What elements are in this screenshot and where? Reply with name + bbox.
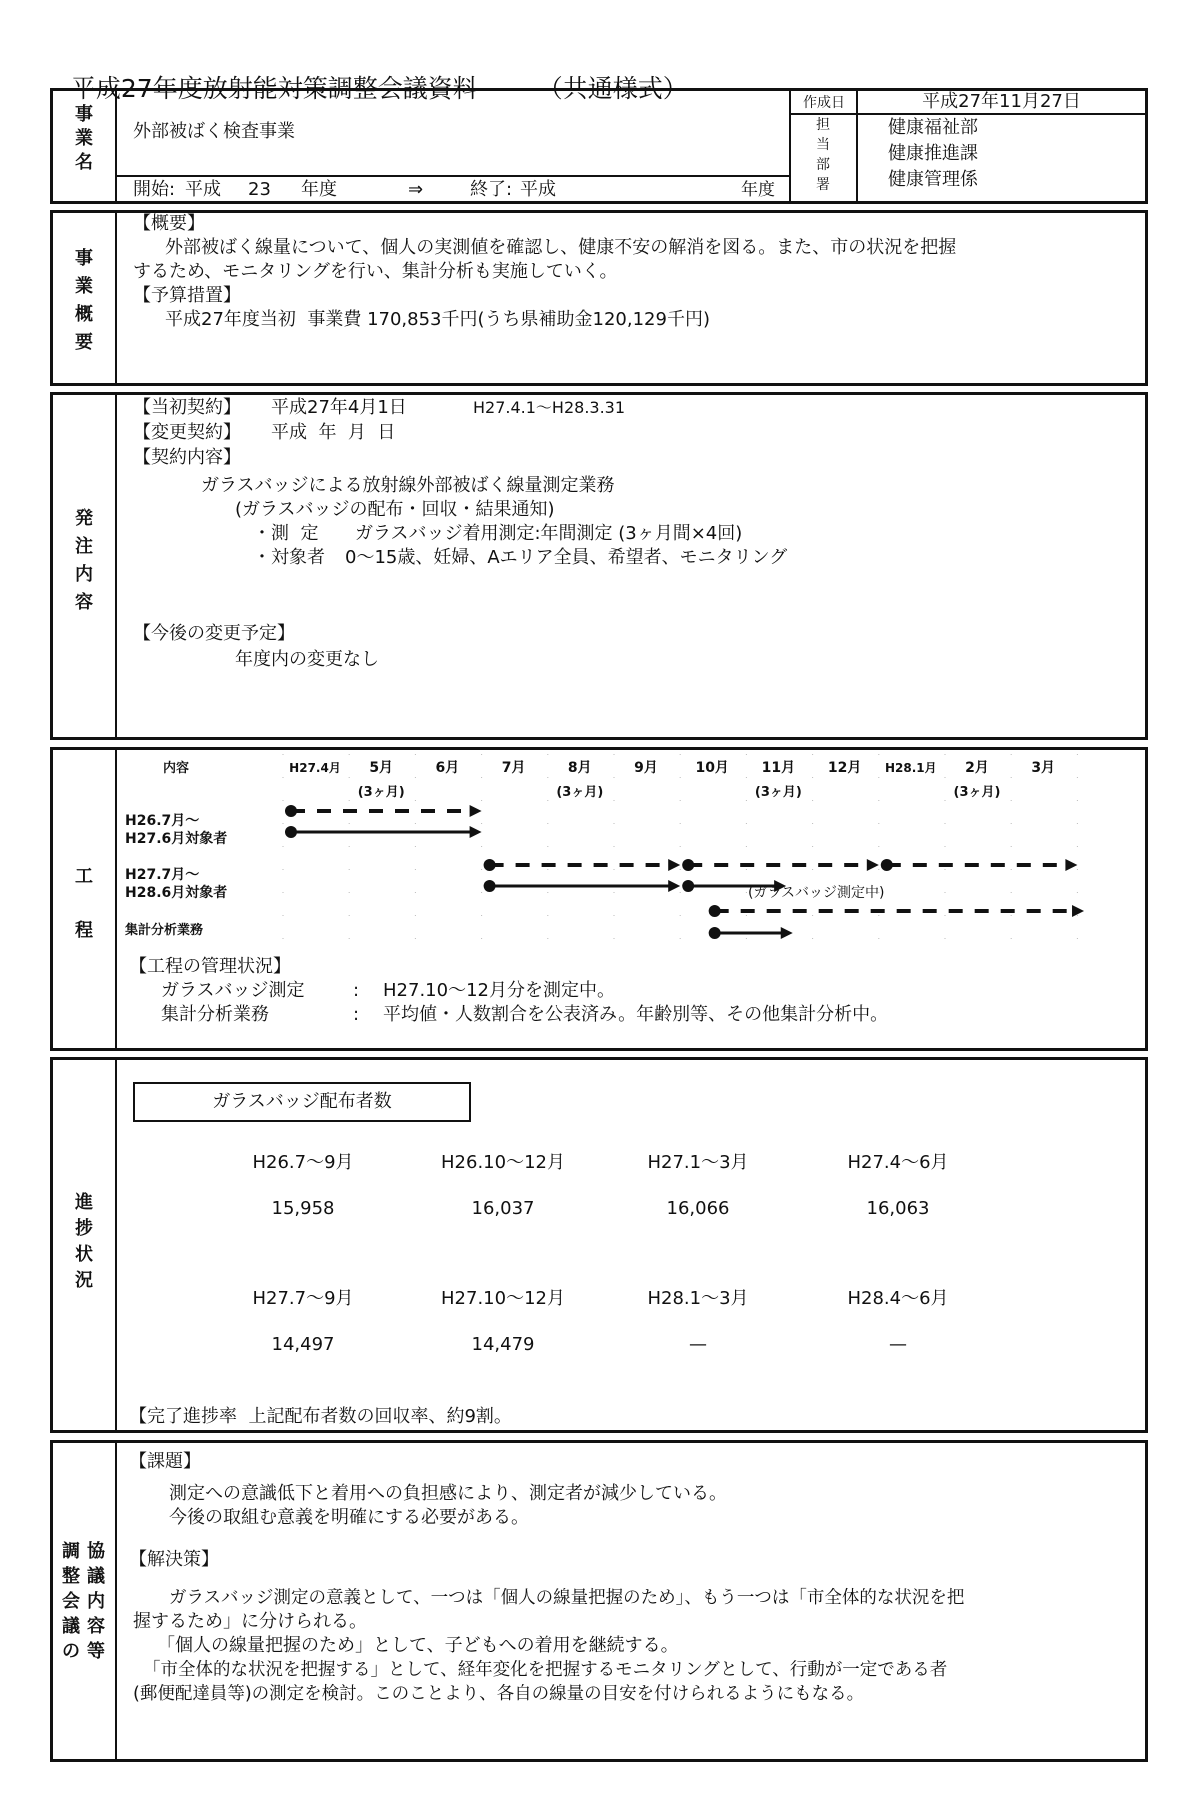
initial-contract-date: 平成27年4月1日	[271, 397, 407, 418]
section-label-cell	[53, 1443, 117, 1759]
status-heading: 【工程の管理状況】	[129, 956, 291, 977]
section-schedule	[50, 747, 1148, 1051]
month-label: 2月	[965, 760, 989, 776]
status-item-sep: :	[353, 1004, 360, 1025]
content-measure-text: ガラスバッジ着用測定:年間測定 (3ヶ月間×4回)	[355, 523, 743, 544]
future-heading: 【今後の変更予定】	[133, 623, 295, 644]
section-project-name	[50, 88, 1148, 204]
change-contract-date: 平成 年 月 日	[271, 422, 396, 443]
section-label-left-column: 調 整 会 議 の	[62, 1541, 80, 1662]
row-label: H26.7月～	[125, 813, 200, 829]
status-item-text: H27.10～12月分を測定中。	[383, 980, 615, 1001]
section-discussion	[50, 1440, 1148, 1762]
period-label: H28.4～6月	[847, 1288, 949, 1309]
actual-progress-bar	[709, 927, 793, 939]
start-era: 平成	[185, 179, 221, 200]
solution-heading: 【解決策】	[129, 1549, 219, 1570]
created-date-label: 作成日	[803, 95, 845, 111]
solution-line: ガラスバッジ測定の意義として、一つは「個人の線量把握のため」、もう一つは「市全体的な状況を把	[169, 1588, 965, 1608]
start-label: 開始:	[133, 179, 176, 200]
period-label: H26.10～12月	[441, 1152, 565, 1173]
issue-heading: 【課題】	[129, 1451, 201, 1472]
end-era: 平成	[520, 179, 556, 200]
arrow-head-icon	[781, 927, 793, 939]
distribution-count: —	[889, 1334, 907, 1355]
solution-line: 握するため」に分けられる。	[133, 1611, 367, 1632]
solution-line: 「市全体的な状況を把握する」として、経年変化を把握するモニタリングとして、行動が一定である者	[143, 1660, 948, 1680]
solution-line: 「個人の線量把握のため」として、子どもへの着用を継続する。	[157, 1635, 679, 1656]
planned-schedule-bar	[881, 859, 1078, 871]
content-heading: 【契約内容】	[133, 447, 241, 468]
month-label: 6月	[435, 760, 460, 776]
distribution-count: 16,037	[471, 1198, 535, 1219]
end-label: 終了:	[470, 179, 513, 200]
month-label: 5月	[369, 760, 394, 776]
period-label: H28.1～3月	[647, 1288, 749, 1309]
arrow-head-icon	[867, 859, 879, 871]
project-name: 外部被ばく検査事業	[133, 121, 295, 142]
section-progress	[50, 1057, 1148, 1433]
summary-heading: 【概要】	[133, 213, 205, 234]
dept-section: 健康推進課	[888, 143, 978, 164]
section-label-cell	[53, 91, 117, 201]
section-label-cell	[53, 213, 117, 383]
section-label: 進 捗 状 況	[75, 1192, 93, 1291]
section-label: 工 程	[75, 866, 93, 941]
period-label: (3ヶ月)	[953, 785, 1001, 800]
actual-progress-bar	[285, 826, 482, 838]
content-line: ガラスバッジによる放射線外部被ばく線量測定業務	[201, 475, 615, 496]
initial-contract-label: 【当初契約】	[133, 397, 241, 418]
schedule-chart	[117, 750, 1145, 950]
row-label: 集計分析業務	[125, 923, 204, 938]
distribution-count: 14,479	[471, 1334, 535, 1355]
arrow-head-icon	[470, 826, 482, 838]
dept-label: 担 当 部 署	[816, 117, 830, 193]
arrow-head-icon	[1072, 905, 1084, 917]
section-label: 事 業 概 要	[75, 248, 93, 353]
section-label-right-column: 協 議 内 容 等	[87, 1541, 105, 1662]
actual-progress-bar	[484, 880, 681, 892]
status-item-name: ガラスバッジ測定	[161, 980, 305, 1001]
distribution-table-title-box	[133, 1082, 471, 1122]
row-label: H28.6月対象者	[125, 885, 228, 901]
month-label: 9月	[634, 760, 658, 776]
content-measure-label: ・測 定	[253, 523, 319, 544]
budget-heading: 【予算措置】	[133, 285, 241, 306]
arrow-head-icon	[470, 805, 482, 817]
planned-schedule-bar	[484, 859, 681, 871]
section-label: 発 注 内 容	[75, 508, 93, 613]
period-label: H27.1～3月	[647, 1152, 749, 1173]
planned-schedule-bar	[285, 805, 482, 817]
completion-rate-text: 【完了進捗率 上記配布者数の回収率、約9割。	[129, 1406, 512, 1427]
section-label: 事 業 名	[75, 104, 93, 173]
summary-line: 外部被ばく線量について、個人の実測値を確認し、健康不安の解消を図る。また、市の状況を把握	[165, 237, 957, 258]
bar-annotation: (ガラスバッジ測定中)	[748, 885, 885, 901]
arrow-icon: ⇒	[408, 179, 424, 200]
change-contract-label: 【変更契約】	[133, 422, 241, 443]
distribution-count: 14,497	[271, 1334, 335, 1355]
month-label: H28.1月	[884, 761, 937, 775]
distribution-count: 15,958	[271, 1198, 335, 1219]
status-item-name: 集計分析業務	[161, 1004, 269, 1025]
month-label: 8月	[567, 760, 592, 776]
row-label: H27.7月～	[125, 867, 200, 883]
month-label: 3月	[1031, 760, 1056, 776]
start-suffix: 年度	[301, 179, 337, 200]
distribution-count: 16,066	[666, 1198, 730, 1219]
end-suffix: 年度	[741, 180, 775, 200]
month-label: H27.4月	[289, 761, 341, 775]
initial-contract-period: H27.4.1～H28.3.31	[473, 398, 626, 417]
period-label: H26.7～9月	[252, 1152, 354, 1173]
distribution-table-title: ガラスバッジ配布者数	[212, 1091, 392, 1112]
created-date: 平成27年11月27日	[922, 91, 1081, 112]
dept-division: 健康福祉部	[888, 117, 978, 138]
summary-line: するため、モニタリングを行い、集計分析も実施していく。	[133, 261, 618, 282]
solution-line: (郵便配達員等)の測定を検討。このことより、各自の線量の目安を付けられるようにもなる。	[133, 1684, 865, 1704]
period-label: H27.4～6月	[847, 1152, 949, 1173]
content-column-header: 内容	[163, 761, 190, 776]
distribution-count: 16,063	[866, 1198, 930, 1219]
section-label-cell	[53, 750, 117, 1048]
planned-schedule-bar	[682, 859, 879, 871]
month-label: 10月	[695, 760, 729, 776]
divider	[117, 175, 789, 177]
section-label-cell	[53, 1060, 117, 1430]
arrow-head-icon	[668, 859, 680, 871]
section-overview	[50, 210, 1148, 386]
section-label-cell	[53, 395, 117, 737]
dept-subsection: 健康管理係	[888, 169, 978, 190]
status-item-sep: :	[353, 980, 360, 1001]
period-label: H27.7～9月	[252, 1288, 354, 1309]
content-target-text: 0～15歳、妊婦、Aエリア全員、希望者、モニタリング	[345, 547, 788, 568]
future-text: 年度内の変更なし	[235, 649, 379, 670]
arrow-head-icon	[1065, 859, 1077, 871]
row-label: H27.6月対象者	[125, 831, 228, 847]
distribution-count: —	[689, 1334, 707, 1355]
period-label: H27.10～12月	[441, 1288, 565, 1309]
content-line: (ガラスバッジの配布・回収・結果通知)	[235, 499, 555, 520]
section-order	[50, 392, 1148, 740]
issue-line: 今後の取組む意義を明確にする必要がある。	[169, 1507, 529, 1528]
status-item-text: 平均値・人数割合を公表済み。年齢別等、その他集計分析中。	[383, 1004, 889, 1025]
period-label: (3ヶ月)	[556, 785, 604, 800]
planned-schedule-bar	[709, 905, 1084, 917]
budget-text: 平成27年度当初 事業費 170,853千円(うち県補助金120,129千円)	[165, 309, 710, 330]
arrow-head-icon	[668, 880, 680, 892]
start-year: 23	[248, 179, 271, 200]
document-title-text: 平成27年度放射能対策調整会議資料	[70, 74, 478, 103]
period-label: (3ヶ月)	[357, 785, 405, 800]
issue-line: 測定への意識低下と着用への負担感により、測定者が減少している。	[169, 1483, 727, 1504]
content-target-label: ・対象者	[253, 547, 325, 568]
month-label: 11月	[761, 760, 796, 776]
month-label: 7月	[501, 760, 526, 776]
document-form-type: （共通様式）	[537, 74, 688, 103]
month-label: 12月	[827, 760, 862, 776]
period-label: (3ヶ月)	[754, 785, 802, 800]
